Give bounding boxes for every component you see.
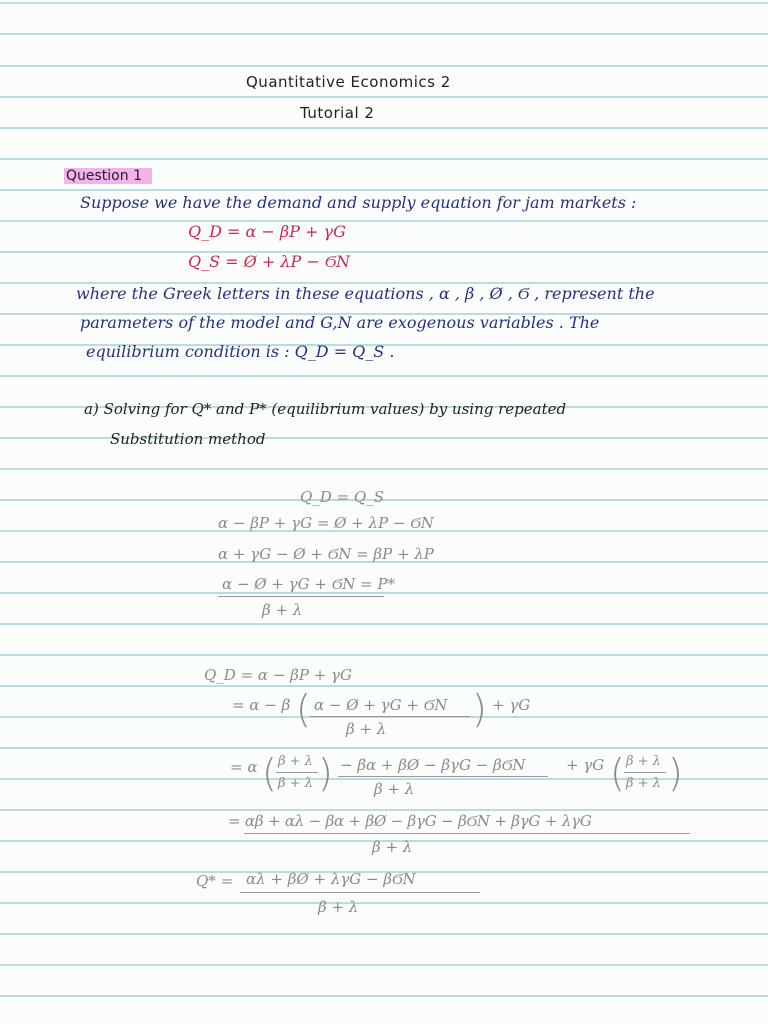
where-text-line-1: where the Greek letters in these equations , α , β , Ø , Ϭ , represent the (76, 284, 655, 303)
supply-equation: Q_S = Ø + λP − ϬN (188, 252, 351, 271)
step-combine-numerator: = αβ + αλ − βα + βØ − βγG − βϬN + βγG + λγG (228, 812, 592, 830)
left-paren: ( (610, 751, 625, 795)
demand-equation: Q_D = α − βP + γG (188, 222, 346, 241)
page-subtitle: Tutorial 2 (300, 104, 375, 122)
step-expand-right-numerator: β + λ (626, 754, 661, 769)
step-sub-tail: + γG (492, 696, 531, 714)
inner-fraction-bar (276, 772, 318, 773)
step-p-star-denominator: β + λ (262, 601, 303, 619)
part-a-line-1: a) Solving for Q* and P* (equilibrium values) by using repeated (84, 400, 567, 418)
step-expand-inner-numerator: β + λ (278, 754, 313, 769)
q-star-numerator: αλ + βØ + λγG − βϬN (246, 870, 416, 888)
sub-fraction-bar (310, 716, 470, 717)
step-sub-lead: = α − β (232, 696, 291, 714)
q-star-fraction-bar (240, 892, 480, 893)
step-expand-tail: + γG (566, 756, 605, 774)
step-rearrange: α + γG − Ø + ϬN = βP + λP (218, 545, 434, 563)
step-expand-middle-numerator: − βα + βØ − βγG − βϬN (340, 756, 526, 774)
left-paren: ( (262, 751, 277, 795)
question-label-text: Question 1 (64, 168, 152, 184)
step-substitute: α − βP + γG = Ø + λP − ϬN (218, 514, 434, 532)
step-sub-denominator: β + λ (346, 720, 387, 738)
p-star-fraction-bar (218, 596, 384, 597)
step-p-star-numerator: α − Ø + γG + ϬN = P* (222, 575, 396, 593)
right-paren: ) (472, 687, 487, 731)
combine-fraction-bar (244, 833, 690, 834)
middle-fraction-bar (338, 776, 548, 777)
step-expand-right-denominator: β + λ (626, 776, 661, 791)
where-text-line-2: parameters of the model and G,N are exogenous variables . The (80, 313, 600, 332)
step-expand-inner-denominator: β + λ (278, 776, 313, 791)
right-paren: ) (668, 751, 683, 795)
intro-text: Suppose we have the demand and supply equation for jam markets : (80, 193, 637, 212)
step-expand-lead: = α (230, 758, 258, 776)
right-fraction-bar (624, 772, 666, 773)
question-label (64, 165, 152, 184)
step-equilibrium: Q_D = Q_S (300, 488, 385, 506)
where-text-line-3: equilibrium condition is : Q_D = Q_S . (86, 342, 395, 361)
step-qd: Q_D = α − βP + γG (204, 666, 352, 684)
right-paren: ) (318, 751, 333, 795)
page-title: Quantitative Economics 2 (246, 73, 451, 91)
part-a-line-2: Substitution method (110, 430, 266, 448)
step-sub-numerator: α − Ø + γG + ϬN (314, 696, 448, 714)
q-star-denominator: β + λ (318, 898, 359, 916)
left-paren: ( (296, 687, 311, 731)
step-combine-denominator: β + λ (372, 838, 413, 856)
step-expand-middle-denominator: β + λ (374, 780, 415, 798)
q-star-lead: Q* = (196, 872, 234, 890)
